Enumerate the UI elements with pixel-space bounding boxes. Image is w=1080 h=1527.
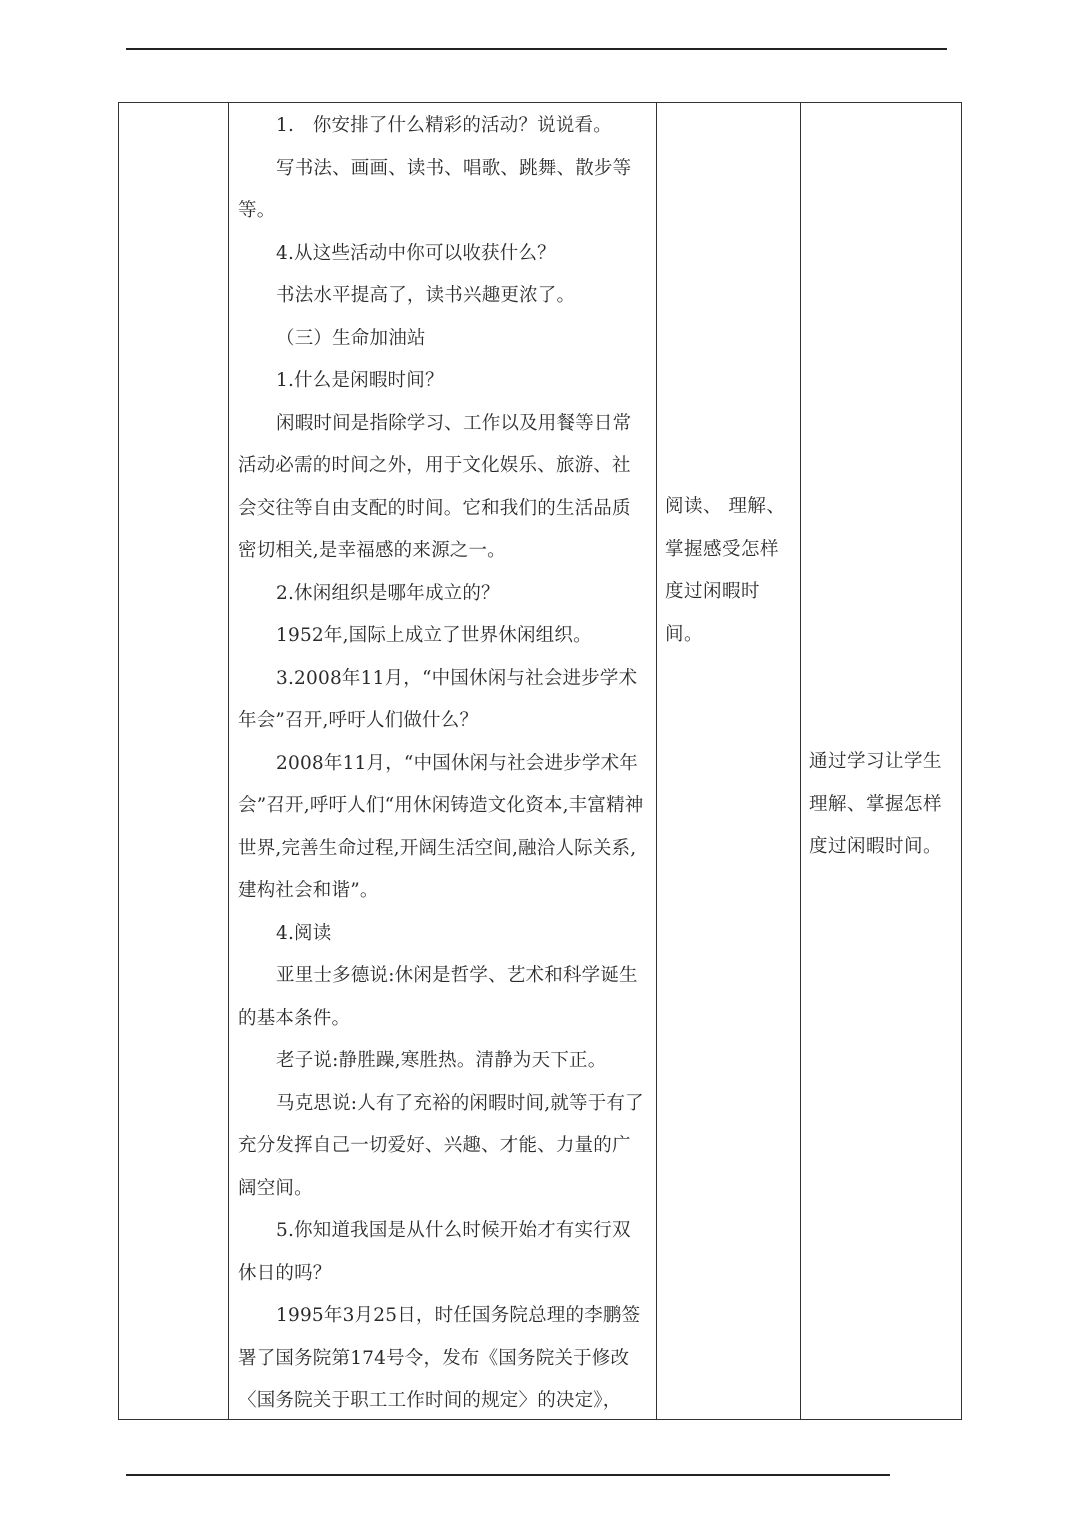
paragraph: 4.从这些活动中你可以收获什么？ — [276, 242, 556, 264]
paragraph: 老子说:静胜躁,寒胜热。清静为天下正。 — [276, 1050, 607, 1071]
student-activity-cell — [665, 486, 793, 656]
paragraph: 写书法、画画、读书、唱歌、跳舞、散步等等。 — [238, 157, 632, 221]
paragraph: 亚里士多德说:休闲是哲学、艺术和科学诞生的基本条件。 — [238, 965, 638, 1029]
paragraph: 4.阅读 — [276, 922, 332, 944]
paragraph: 5.你知道我国是从什么时候开始才有实行双休日的吗？ — [238, 1220, 631, 1284]
teaching-content-cell — [238, 105, 649, 1423]
column-divider — [800, 103, 801, 1419]
paragraph: 2.休闲组织是哪年成立的？ — [276, 582, 500, 604]
design-intent-text: 通过学习让学生理解、掌握怎样度过闲暇时间。 — [809, 751, 943, 857]
paragraph: 1995年3月25日，时任国务院总理的李鹏签署了国务院第174号令，发布《国务院关于修改〈国务院关于职工工作时间的规定〉的决定》， — [238, 1305, 641, 1411]
paragraph: 3.2008年11月，“中国休闲与社会进步学术年会”召开,呼吁人们做什么？ — [238, 667, 638, 731]
footer-rule — [126, 1474, 890, 1476]
paragraph: 1. 你安排了什么精彩的活动？说说看。 — [276, 115, 612, 136]
paragraph: 马克思说:人有了充裕的闲暇时间,就等于有了充分发挥自己一切爱好、兴趣、才能、力量的广阔空间。 — [238, 1092, 644, 1199]
paragraph: 闲暇时间是指除学习、工作以及用餐等日常活动必需的时间之外，用于文化娱乐、旅游、社会交往等自由支配的时间。它和我们的生活品质密切相关,是幸福感的来源之一。 — [238, 412, 632, 561]
column-divider — [656, 103, 657, 1419]
student-activity-text: 阅读、 理解、掌握感受怎样度过闲暇时间。 — [665, 496, 786, 645]
column-divider — [228, 103, 229, 1419]
section-heading: （三）生命加油站 — [276, 327, 426, 349]
paragraph: 书法水平提高了，读书兴趣更浓了。 — [276, 285, 576, 306]
paragraph: 1.什么是闲暇时间？ — [276, 370, 444, 391]
paragraph: 1952年,国际上成立了世界休闲组织。 — [276, 625, 592, 646]
paragraph: 2008年11月，“中国休闲与社会进步学术年会”召开,呼吁人们“用休闲铸造文化资本,丰富精神世界,完善生命过程,开阔生活空间,融洽人际关系,建构社会和谐”。 — [238, 752, 644, 901]
design-intent-cell — [809, 741, 955, 869]
lesson-table — [118, 102, 962, 1420]
header-rule — [126, 48, 947, 50]
